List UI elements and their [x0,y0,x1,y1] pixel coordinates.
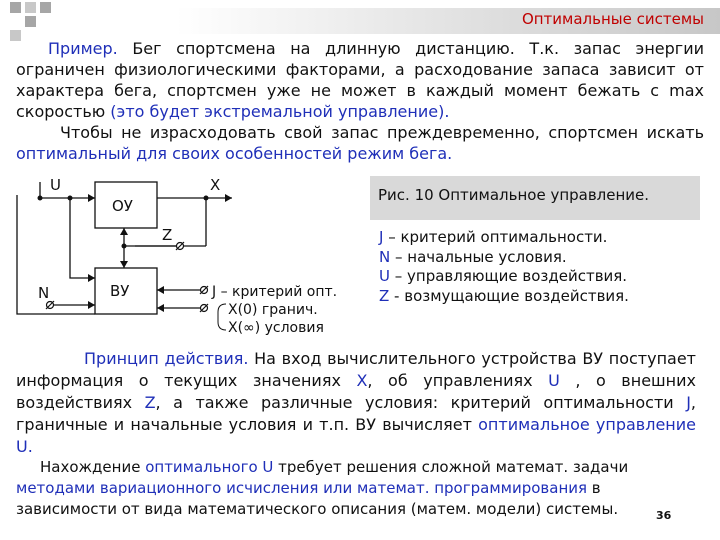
principle-text-2: , об управлениях [367,371,549,390]
finding-paragraph [16,457,706,520]
intro-highlight-2: оптимальный для своих особенностей режим бега. [16,144,453,163]
principle-highlight: оптимальное управление U. [16,415,696,456]
diagram-vu-label: ВУ [110,282,130,300]
intro-label: Пример. [48,39,118,58]
legend-symbol: J [379,228,384,246]
slide-title: Оптимальные системы [521,10,704,28]
legend-item [379,248,629,268]
finding-text-3: в зависимости от вида математического описания (матем. модели) системы. [16,479,619,518]
criteria-line-2: X(0) гранич. [228,302,318,318]
principle-paragraph [16,348,696,458]
criteria-line-1: J – критерий опт. [212,284,338,300]
legend-text: – управляющие воздействия. [389,267,628,285]
page-number: 36 [656,509,672,522]
finding-text-2: требует решения сложной математ. задачи [273,458,629,476]
principle-u: U [548,371,560,390]
diagram-u-label: U [50,176,61,194]
legend-item [379,228,629,248]
legend-text: – начальные условия. [390,247,567,266]
legend-symbol: N [379,247,391,266]
criteria-line-3: X(∞) условия [228,320,324,336]
legend [379,228,629,306]
intro-paragraph [16,38,704,164]
intro-text-2: Чтобы не израсходовать свой запас преждевременно, спортсмен искать [60,123,704,142]
diagram-z-label: Z [162,226,173,244]
diagram-n-label: N [38,284,50,302]
intro-highlight-1: (это будет экстремальной управление). [110,102,450,121]
principle-text-1: На вход вычислительного устройства ВУ поступает информация о текущих значениях [16,349,697,390]
principle-text-3: , о внешних воздействиях [16,371,696,412]
finding-text-1: Нахождение [40,458,146,476]
finding-highlight-1: оптимального U [145,458,274,476]
principle-text-5: , граничные и начальные условия и т.п. ВУ вычисляет [16,393,697,434]
legend-text: – критерий оптимальности. [383,228,608,246]
legend-symbol: U [379,267,390,285]
principle-z: Z [144,393,156,412]
intro-text-1: Бег спортсмена на длинную дистанцию. Т.к. запас энергии ограничен физиологическими факторами, а расходование запаса зависит от характера бега, спортсмен уже не может в каждый момент бежать с max скоростью [16,39,704,121]
finding-highlight-2: методами вариационного исчисления или математ. программирования [16,479,588,497]
diagram-x-label: X [210,176,221,194]
legend-item [379,267,629,287]
principle-x: X [356,371,368,390]
control-block-diagram [0,170,370,345]
principle-text-4: , а также различные условия: критерий оптимальности [155,393,687,412]
principle-j: J [686,393,691,412]
diagram-ou-label: ОУ [112,197,133,215]
principle-label: Принцип действия. [84,349,249,368]
legend-symbol: Z [379,286,390,305]
legend-item [379,287,629,307]
legend-text: - возмущающие воздействия. [389,286,629,305]
figure-caption: Рис. 10 Оптимальное управление. [378,186,650,204]
